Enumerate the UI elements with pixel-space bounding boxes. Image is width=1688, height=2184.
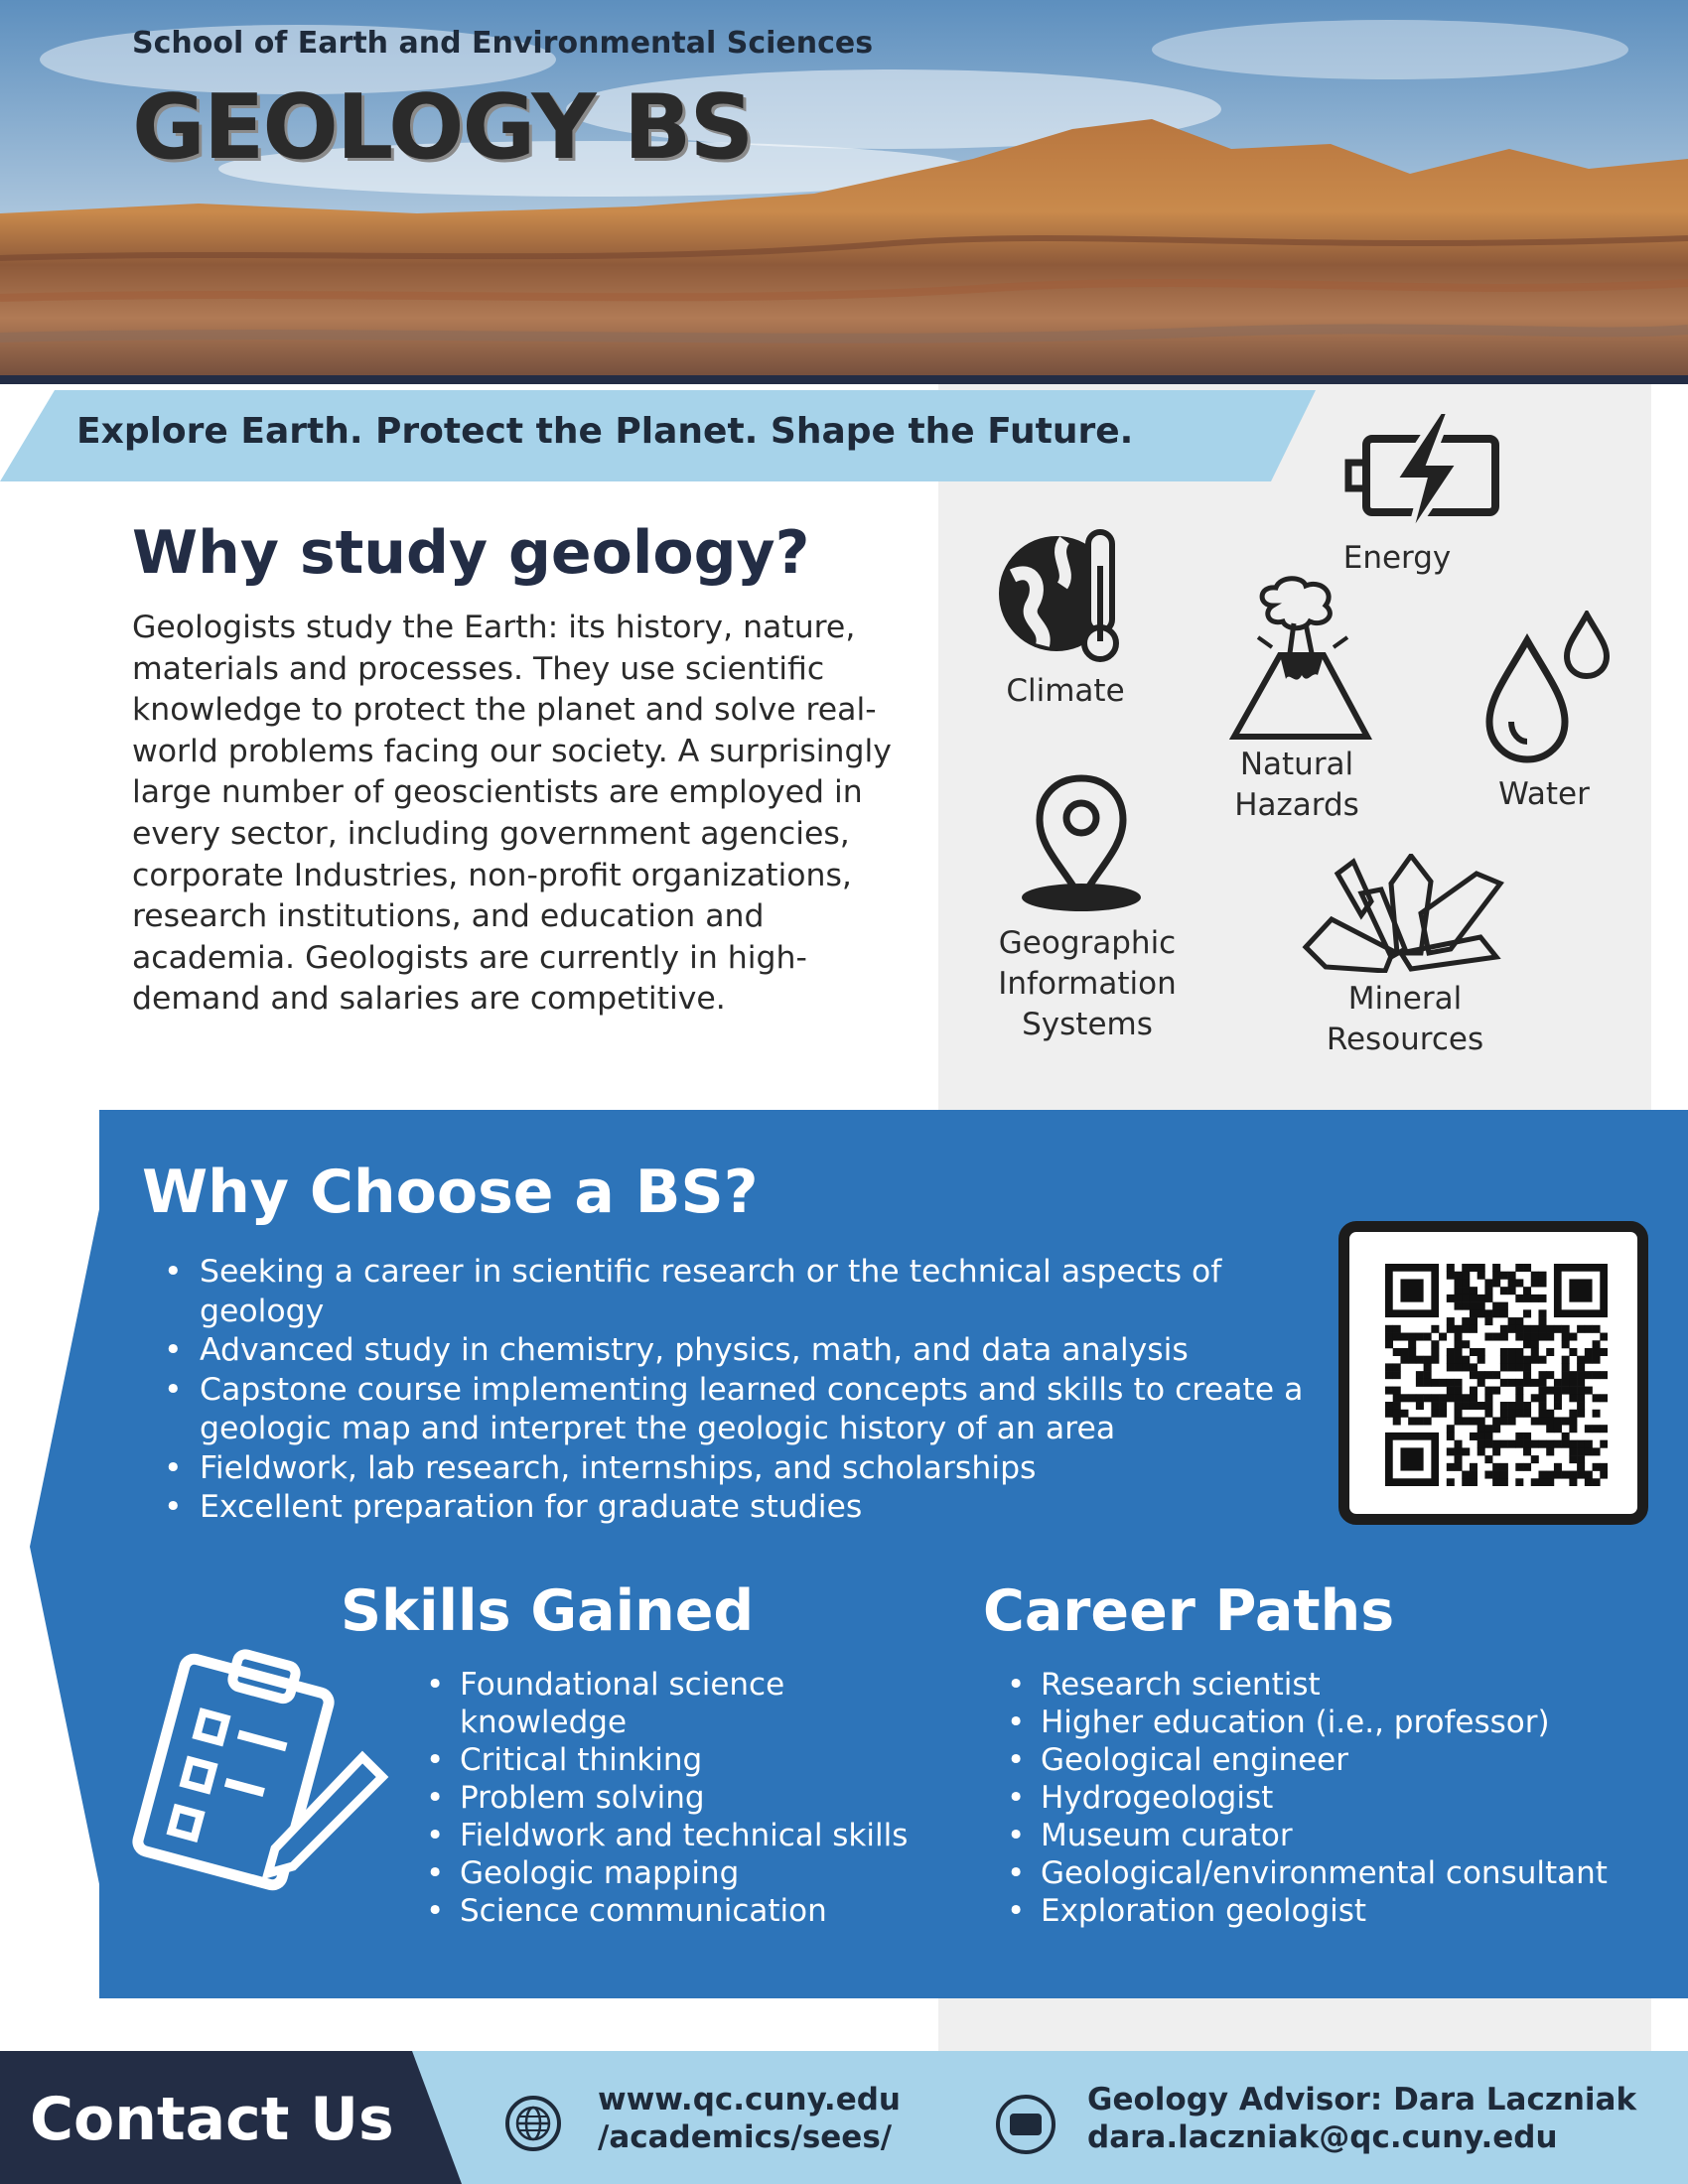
contact-heading: Contact Us xyxy=(30,2085,394,2154)
school-name: School of Earth and Environmental Sciences xyxy=(132,26,874,61)
skills-list xyxy=(422,1666,958,1930)
hero-banner xyxy=(0,0,1688,384)
list-item: • Seeking a career in scientific research or the technical aspects of geology xyxy=(159,1253,1331,1331)
list-item: • Exploration geologist xyxy=(1003,1892,1668,1930)
volcano-icon xyxy=(1228,576,1377,745)
battery-bolt-icon xyxy=(1342,407,1511,546)
tagline: Explore Earth. Protect the Planet. Shape the Future. xyxy=(76,411,1134,452)
advisor-name: Geology Advisor: Dara Laczniak xyxy=(1087,2082,1637,2117)
list-item: • Higher education (i.e., professor) xyxy=(1003,1704,1668,1741)
website-link[interactable]: www.qc.cuny.edu /academics/sees/ xyxy=(598,2082,901,2155)
list-item: • Fieldwork, lab research, internships, and scholarships xyxy=(159,1449,1331,1489)
list-item: • Geological/environmental consultant xyxy=(1003,1854,1668,1892)
checklist-icon xyxy=(129,1643,397,1911)
qr-code-icon xyxy=(1385,1264,1608,1486)
earth-thermometer-icon xyxy=(993,526,1132,665)
list-item: • Research scientist xyxy=(1003,1666,1668,1704)
why-geology-heading: Why study geology? xyxy=(132,518,810,588)
list-item: • Excellent preparation for graduate studies xyxy=(159,1488,1331,1528)
topic-label: Natural Hazards xyxy=(1234,747,1359,823)
list-item: • Fieldwork and technical skills xyxy=(422,1817,958,1854)
list-item: • Science communication xyxy=(422,1892,958,1930)
why-geology-body: Geologists study the Earth: its history, nature, materials and processes. They use scientific knowledge to protect the planet and solve real-world problems facing our society. A surprisingly large number of geoscientists are employed in every sector, including government agencies, corporate Industries, non-profit organizations, research institutions, and education and academia. Geologists are currently in high-demand and salaries are competitive. xyxy=(132,610,892,1018)
topic-label: Mineral Resources xyxy=(1326,981,1484,1057)
why-bs-list xyxy=(159,1253,1331,1528)
page-title: GEOLOGY BS xyxy=(132,75,753,180)
list-item: • Museum curator xyxy=(1003,1817,1668,1854)
list-item: • Problem solving xyxy=(422,1779,958,1817)
advisor-contact xyxy=(1087,2081,1636,2156)
list-item: • Geological engineer xyxy=(1003,1741,1668,1779)
topic-label: Energy xyxy=(1342,540,1452,576)
skills-heading: Skills Gained xyxy=(341,1578,755,1644)
topic-label: Geographic Information Systems xyxy=(998,925,1177,1042)
email-icon xyxy=(995,2094,1056,2155)
topic-label: Water xyxy=(1498,776,1590,812)
globe-icon xyxy=(504,2095,562,2152)
careers-list xyxy=(1003,1666,1668,1930)
topic-label: Climate xyxy=(1006,673,1125,709)
list-item: • Hydrogeologist xyxy=(1003,1779,1668,1817)
list-item: • Geologic mapping xyxy=(422,1854,958,1892)
list-item: • Capstone course implementing learned concepts and skills to create a geologic map and interpret the geologic history of an area xyxy=(159,1371,1331,1449)
qr-code[interactable] xyxy=(1338,1221,1648,1525)
list-item: • Advanced study in chemistry, physics, math, and data analysis xyxy=(159,1331,1331,1371)
advisor-email-link[interactable]: dara.laczniak@qc.cuny.edu xyxy=(1087,2119,1558,2155)
crystals-icon xyxy=(1302,854,1520,973)
water-drops-icon xyxy=(1477,611,1617,769)
map-pin-icon xyxy=(1020,774,1159,913)
why-bs-heading: Why Choose a BS? xyxy=(142,1158,759,1227)
list-item: • Foundational science knowledge xyxy=(422,1666,958,1741)
careers-heading: Career Paths xyxy=(983,1578,1395,1644)
list-item: • Critical thinking xyxy=(422,1741,958,1779)
